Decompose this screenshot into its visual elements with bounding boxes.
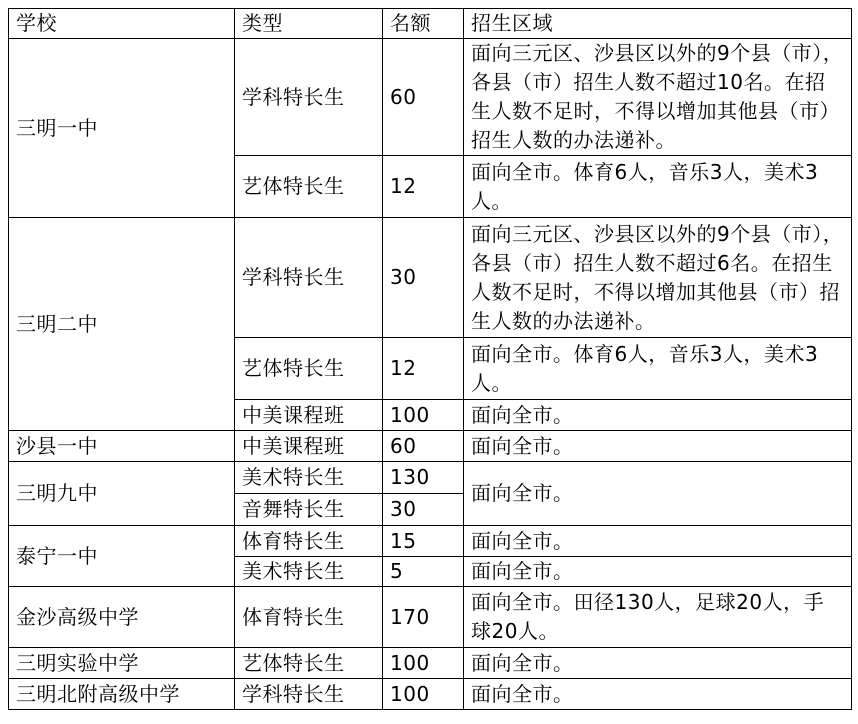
header-row xyxy=(9,9,852,39)
quota-cell: 12 xyxy=(383,338,464,400)
quota-cell: 12 xyxy=(383,156,464,218)
area-cell: 面向全市。 xyxy=(464,400,852,431)
quota-cell: 130 xyxy=(383,462,464,494)
area-cell: 面向全市。 xyxy=(464,526,852,557)
type-cell: 美术特长生 xyxy=(235,462,383,494)
quota-cell: 30 xyxy=(383,494,464,526)
school-cell: 三明一中 xyxy=(9,39,235,218)
header-quota: 名额 xyxy=(383,9,464,39)
type-cell: 音舞特长生 xyxy=(235,494,383,526)
quota-cell: 15 xyxy=(383,526,464,557)
table-row xyxy=(9,648,852,679)
area-cell: 面向全市。 xyxy=(464,679,852,710)
header-school: 学校 xyxy=(9,9,235,39)
type-cell: 中美课程班 xyxy=(235,431,383,462)
type-cell: 学科特长生 xyxy=(235,39,383,156)
header-area: 招生区域 xyxy=(464,9,852,39)
header-type: 类型 xyxy=(235,9,383,39)
enrollment-table xyxy=(8,8,852,710)
area-cell: 面向全市。 xyxy=(464,462,852,526)
area-cell: 面向全市。 xyxy=(464,557,852,587)
area-cell: 面向全市。田径130人，足球20人，手球20人。 xyxy=(464,587,852,648)
quota-cell: 170 xyxy=(383,587,464,648)
table-row xyxy=(9,462,852,494)
quota-cell: 30 xyxy=(383,218,464,338)
school-cell: 三明实验中学 xyxy=(9,648,235,679)
type-cell: 体育特长生 xyxy=(235,526,383,557)
table-row xyxy=(9,679,852,710)
quota-cell: 60 xyxy=(383,39,464,156)
quota-cell: 60 xyxy=(383,431,464,462)
school-cell: 沙县一中 xyxy=(9,431,235,462)
type-cell: 学科特长生 xyxy=(235,679,383,710)
school-cell: 泰宁一中 xyxy=(9,526,235,587)
type-cell: 美术特长生 xyxy=(235,557,383,587)
table-row xyxy=(9,39,852,156)
area-cell: 面向三元区、沙县区以外的9个县（市），各县（市）招生人数不超过10名。在招生人数不足时，不得以增加其他县（市）招生人数的办法递补。 xyxy=(464,39,852,156)
school-cell: 三明北附高级中学 xyxy=(9,679,235,710)
type-cell: 艺体特长生 xyxy=(235,648,383,679)
school-cell: 三明二中 xyxy=(9,218,235,431)
school-cell: 三明九中 xyxy=(9,462,235,526)
area-cell: 面向全市。体育6人，音乐3人，美术3人。 xyxy=(464,338,852,400)
type-cell: 艺体特长生 xyxy=(235,338,383,400)
table-row xyxy=(9,526,852,557)
table-row xyxy=(9,431,852,462)
area-cell: 面向全市。 xyxy=(464,431,852,462)
school-cell: 金沙高级中学 xyxy=(9,587,235,648)
area-cell: 面向全市。 xyxy=(464,648,852,679)
quota-cell: 100 xyxy=(383,648,464,679)
table-row xyxy=(9,218,852,338)
area-cell: 面向全市。体育6人，音乐3人，美术3人。 xyxy=(464,156,852,218)
type-cell: 学科特长生 xyxy=(235,218,383,338)
area-cell: 面向三元区、沙县区以外的9个县（市），各县（市）招生人数不超过6名。在招生人数不足时，不得以增加其他县（市）招生人数的办法递补。 xyxy=(464,218,852,338)
type-cell: 体育特长生 xyxy=(235,587,383,648)
quota-cell: 5 xyxy=(383,557,464,587)
type-cell: 中美课程班 xyxy=(235,400,383,431)
table-row xyxy=(9,587,852,648)
quota-cell: 100 xyxy=(383,400,464,431)
quota-cell: 100 xyxy=(383,679,464,710)
type-cell: 艺体特长生 xyxy=(235,156,383,218)
